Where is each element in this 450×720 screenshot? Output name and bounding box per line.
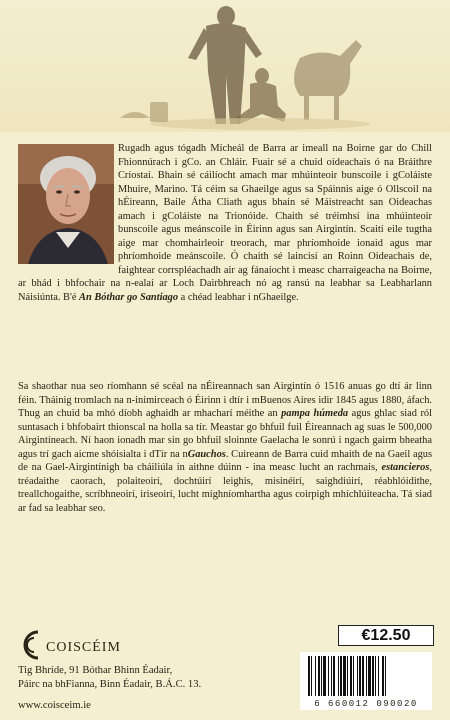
publisher-name: COISCÉIM <box>46 640 121 655</box>
author-biography <box>18 142 432 305</box>
coisceim-logo-icon <box>18 628 44 662</box>
book-title: An Bóthar go Santiago <box>79 292 179 304</box>
price-label: €12.50 <box>338 625 434 646</box>
barcode-digits: 6 660012 090020 <box>314 699 418 709</box>
address-line-2: Páirc na bhFianna, Binn Éadair, B.Á.C. 13. <box>18 679 202 690</box>
publisher-website: www.coisceim.ie <box>18 700 91 711</box>
publisher-logo <box>18 628 288 662</box>
publisher-block <box>18 628 288 692</box>
barcode-bars <box>300 652 432 698</box>
synopsis-part-2: agus ghlac siad ról suntasach i bhfobairt thionscal na holla sa tír. Meastar go bhfuil fuil Éireannach ag suas le 500,000 Airgintíneach. Ní haon ionadh mar sin go bhfuil sloinnte Gaelacha le sonrú i ngach gairm bheatha agus trí gach aicme shóisialta i dTír na n <box>18 408 432 460</box>
gauchos-term: Gauchos <box>187 448 226 460</box>
barcode <box>300 652 432 710</box>
publisher-address <box>18 664 288 692</box>
address-line-1: Tig Bhríde, 91 Bóthar Bhinn Éadair, <box>18 665 173 676</box>
synopsis-part-3: . Cuireann de Barra cuid mhaith de na Gaeil agus de na Gael-Airgintínigh ba cháiliúla in aithne dúinn - ina measc lucht an rachmais, <box>18 448 432 474</box>
bio-text: Rugadh agus tógadh Mícheál de Barra ar imeall na Boirne gar do Chill Fhionnúrach i gCo. an Chláir. Fuair sé a chuid oideachais ó na Bráithre Críostaí. Bhain sé cáilíocht amach mar mhúinteoir bunscoile i gColáiste Mhuire, Marino. Tá céim sa Ghaeilge agus sa Spáinnis aige ó Ollscoil na hÉireann, Baile Átha Cliath agus bhain sé Máistreacht san Oideachas amach i gColáiste na Trionóide. Chaith sé tréimhsí ina mhúinteoir bunscoile agus meánscoile in Éirinn agus san Airgintín. Scaití eile tugtha aige mar chomhairleoir treorach, mar phríomhoide ionaid agus mar phríomhoide meánscoile. Ó chaith sé laincisí an Roinn Oideachais de, faightear corrspléachadh air ag fánaíocht i measc charraigeacha na Boirne, ar bhád i bhfochair na n-ealaí ar Loch Dairbhreach nó ag ransú na leabhar sa Leabharlann Náisiúnta. B'é <box>18 143 432 304</box>
cover-illustration <box>0 0 450 132</box>
pampa-term: pampa húmeda <box>281 408 349 420</box>
book-synopsis <box>18 380 432 515</box>
bio-text-end: a chéad leabhar i nGhaeilge. <box>178 292 299 304</box>
synopsis-part-1: Sa shaothar nua seo ríomhann sé scéal na nÉireannach san Airgintín ó 1516 anuas go dtí ár linn féin. Tháinig tromlach na n-inimirceach ó Éirinn i dtír i mBuenos Aires idir 1845 agus 1880, áfach. Thug an chuid ba mhó díobh aghaidh ar mhacharí méithe an <box>18 381 432 420</box>
estancieros-term: estancieros <box>381 462 430 474</box>
synopsis-part-4: , tréadaithe caorach, polaiteoirí, dochtúirí leighis, misinéirí, saighdiúirí, réabhlóidithe, treallchogaithe, scríbhneoirí, iriseoirí, lucht míghníomhartha agus coirpigh mhíchlúiteacha. Tá siad ar fad sa leabhar seo. <box>18 462 432 514</box>
